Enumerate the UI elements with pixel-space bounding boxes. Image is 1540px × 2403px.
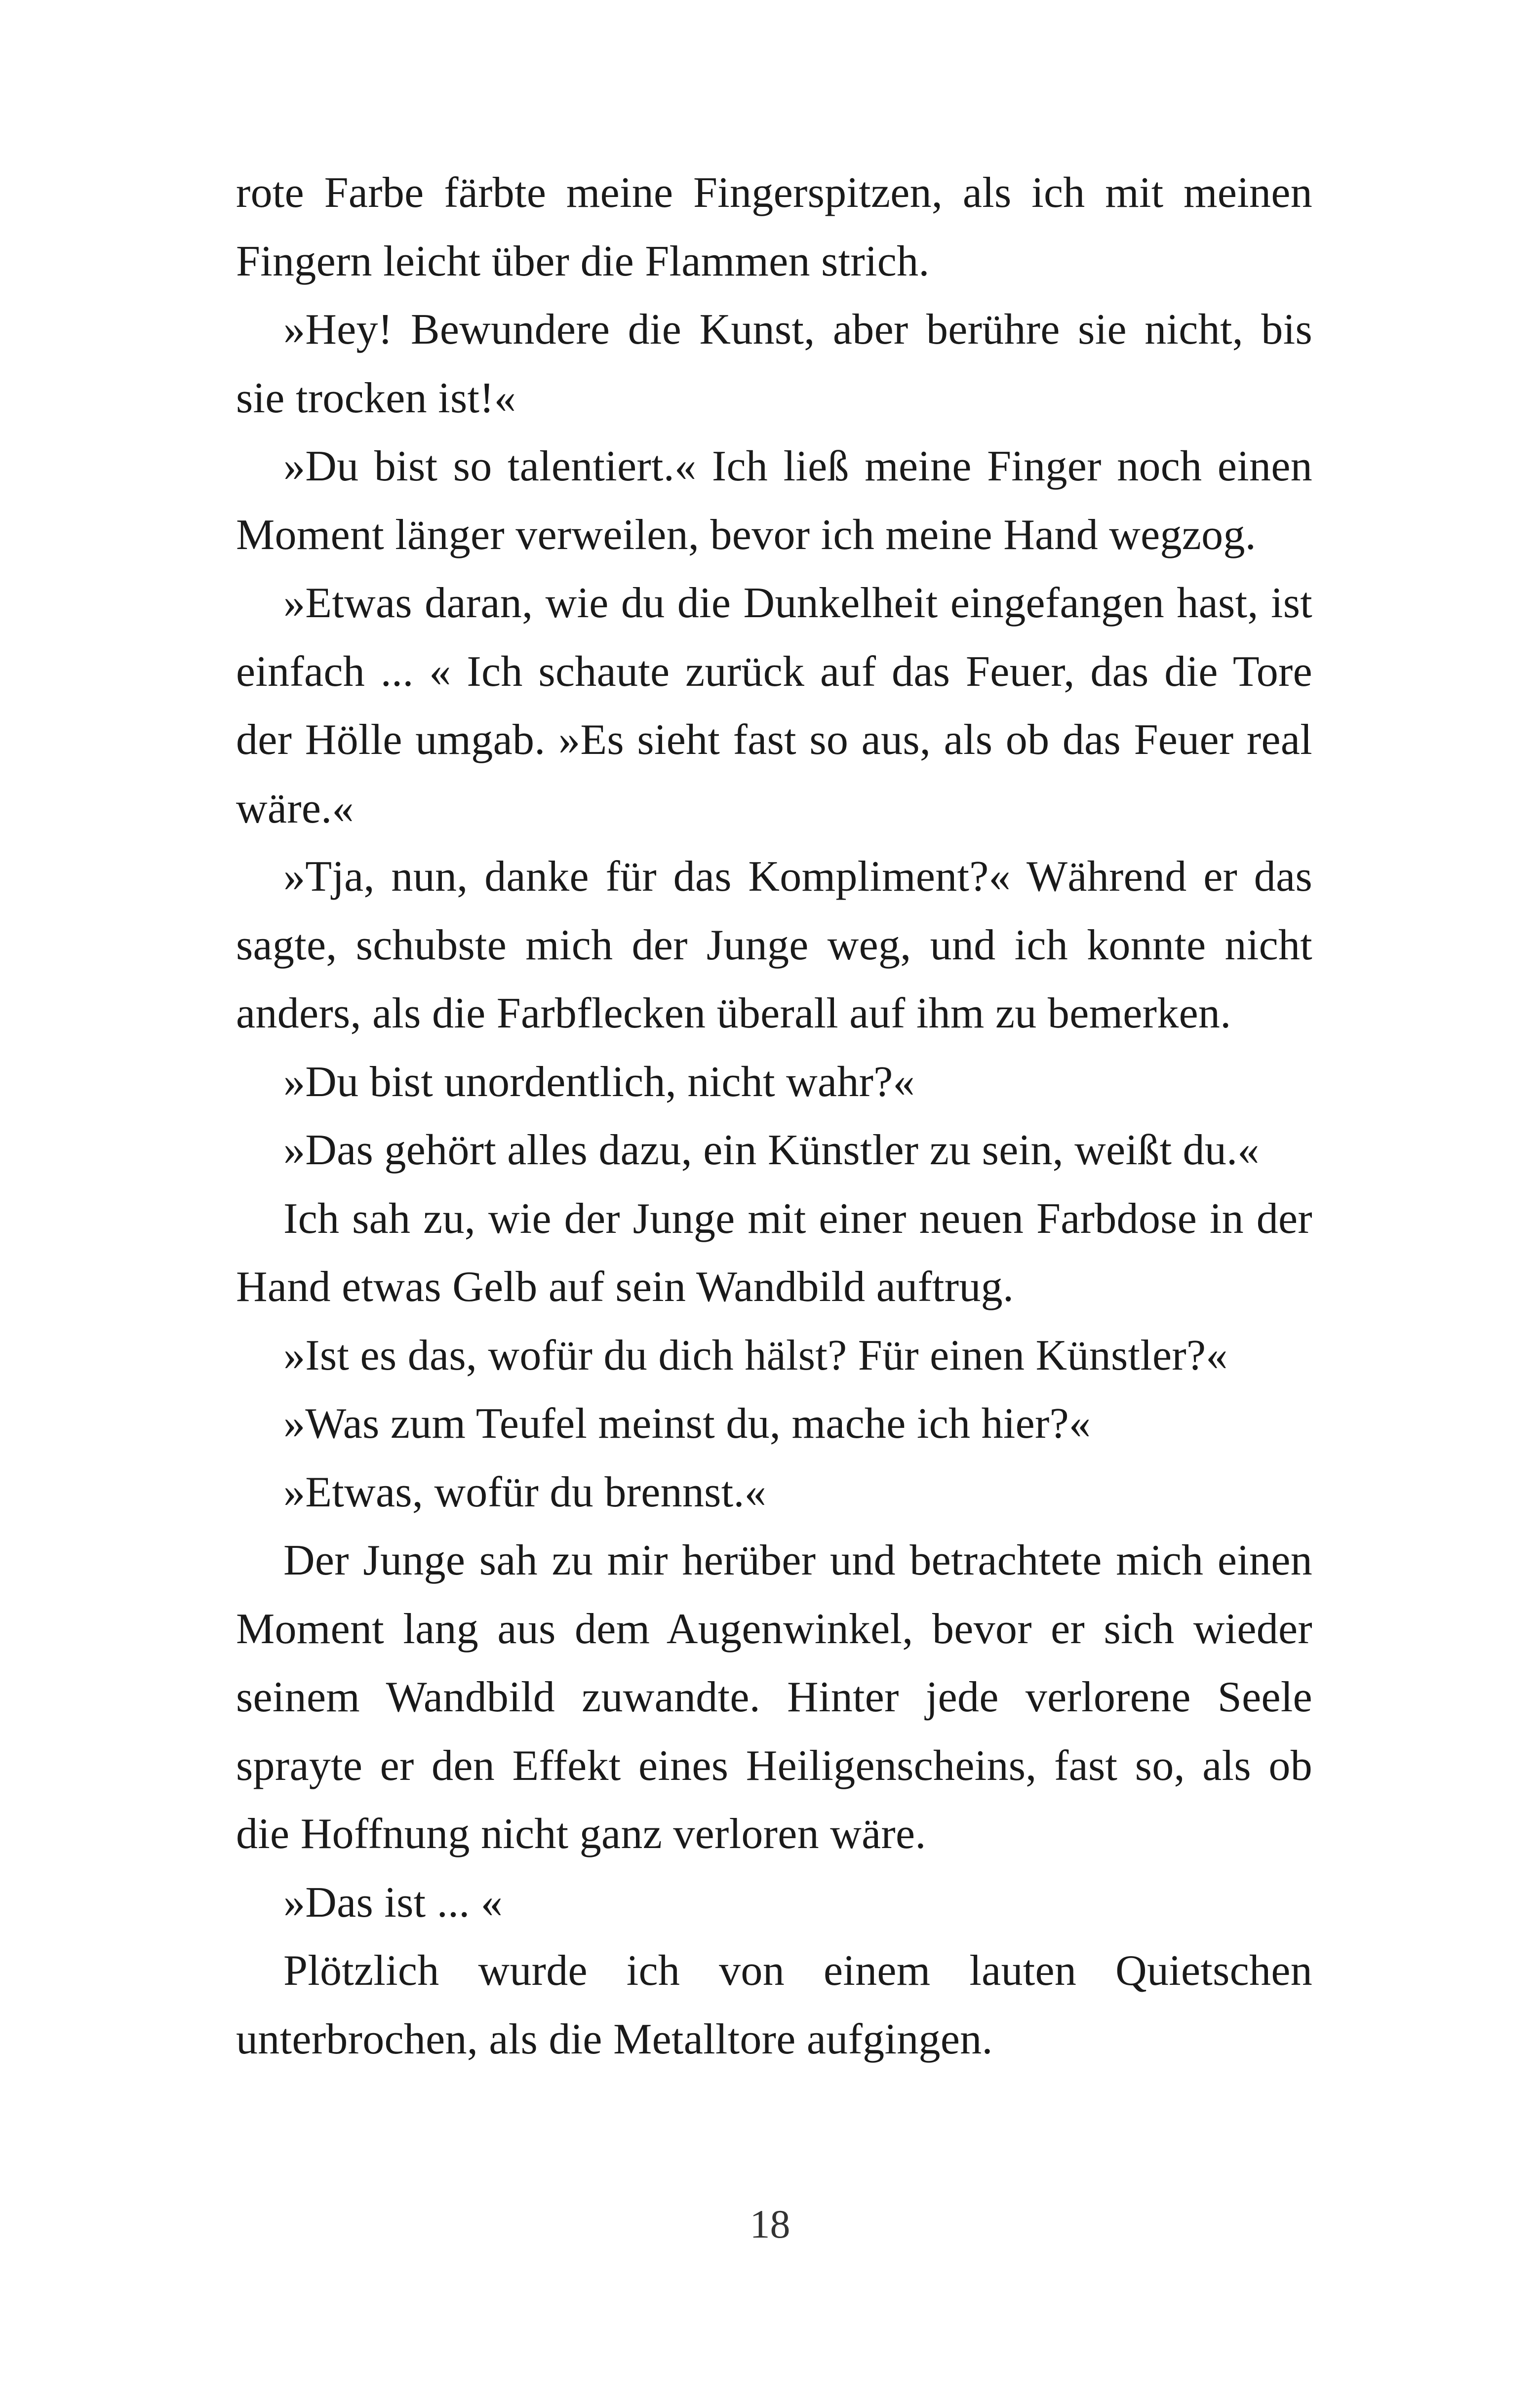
paragraph: »Hey! Bewundere die Kunst, aber berühre sie nicht, bis sie trocken ist!« [236,306,1312,422]
paragraph: »Ist es das, wofür du dich hälst? Für einen Künstler?« [283,1331,1228,1379]
paragraph: »Du bist so talentiert.« Ich ließ meine Finger noch einen Moment länger verweilen, bevor ich meine Hand wegzog. [236,442,1312,559]
paragraph: Plötzlich wurde ich von einem lauten Quietschen unterbrochen, als die Metalltore aufgingen. [236,1947,1312,2063]
body-text [236,159,1312,2074]
paragraph: »Das ist ... « [283,1878,503,1927]
paragraph: »Tja, nun, danke für das Kompliment?« Während er das sagte, schubste mich der Junge weg, und ich konnte nicht anders, als die Farbflecken überall auf ihm zu bemerken. [236,853,1312,1037]
page-number: 18 [750,2202,790,2246]
paragraph: »Was zum Teufel meinst du, mache ich hier?« [283,1400,1091,1448]
paragraph: »Etwas, wofür du brennst.« [283,1468,767,1516]
paragraph: »Du bist unordentlich, nicht wahr?« [283,1058,915,1106]
paragraph: Der Junge sah zu mir herüber und betrachtete mich einen Moment lang aus dem Augenwinkel, bevor er sich wieder seinem Wandbild zuwandte. Hinter jede verlorene Seele sprayte er den Effekt eines Heiligenscheins, fast so, als ob die Hoffnung nicht ganz verloren wäre. [236,1536,1312,1858]
paragraph: Ich sah zu, wie der Junge mit einer neuen Farbdose in der Hand etwas Gelb auf sein Wandbild auftrug. [236,1194,1312,1311]
paragraph: »Etwas daran, wie du die Dunkelheit eingefangen hast, ist einfach ... « Ich schaute zurück auf das Feuer, das die Tore der Hölle umgab. »Es sieht fast so aus, als ob das Feuer real wäre.« [236,579,1312,832]
paragraph: rote Farbe färbte meine Fingerspitzen, als ich mit meinen Fingern leicht über die Flammen strich. [236,169,1312,285]
paragraph: »Das gehört alles dazu, ein Künstler zu sein, weißt du.« [283,1126,1260,1174]
